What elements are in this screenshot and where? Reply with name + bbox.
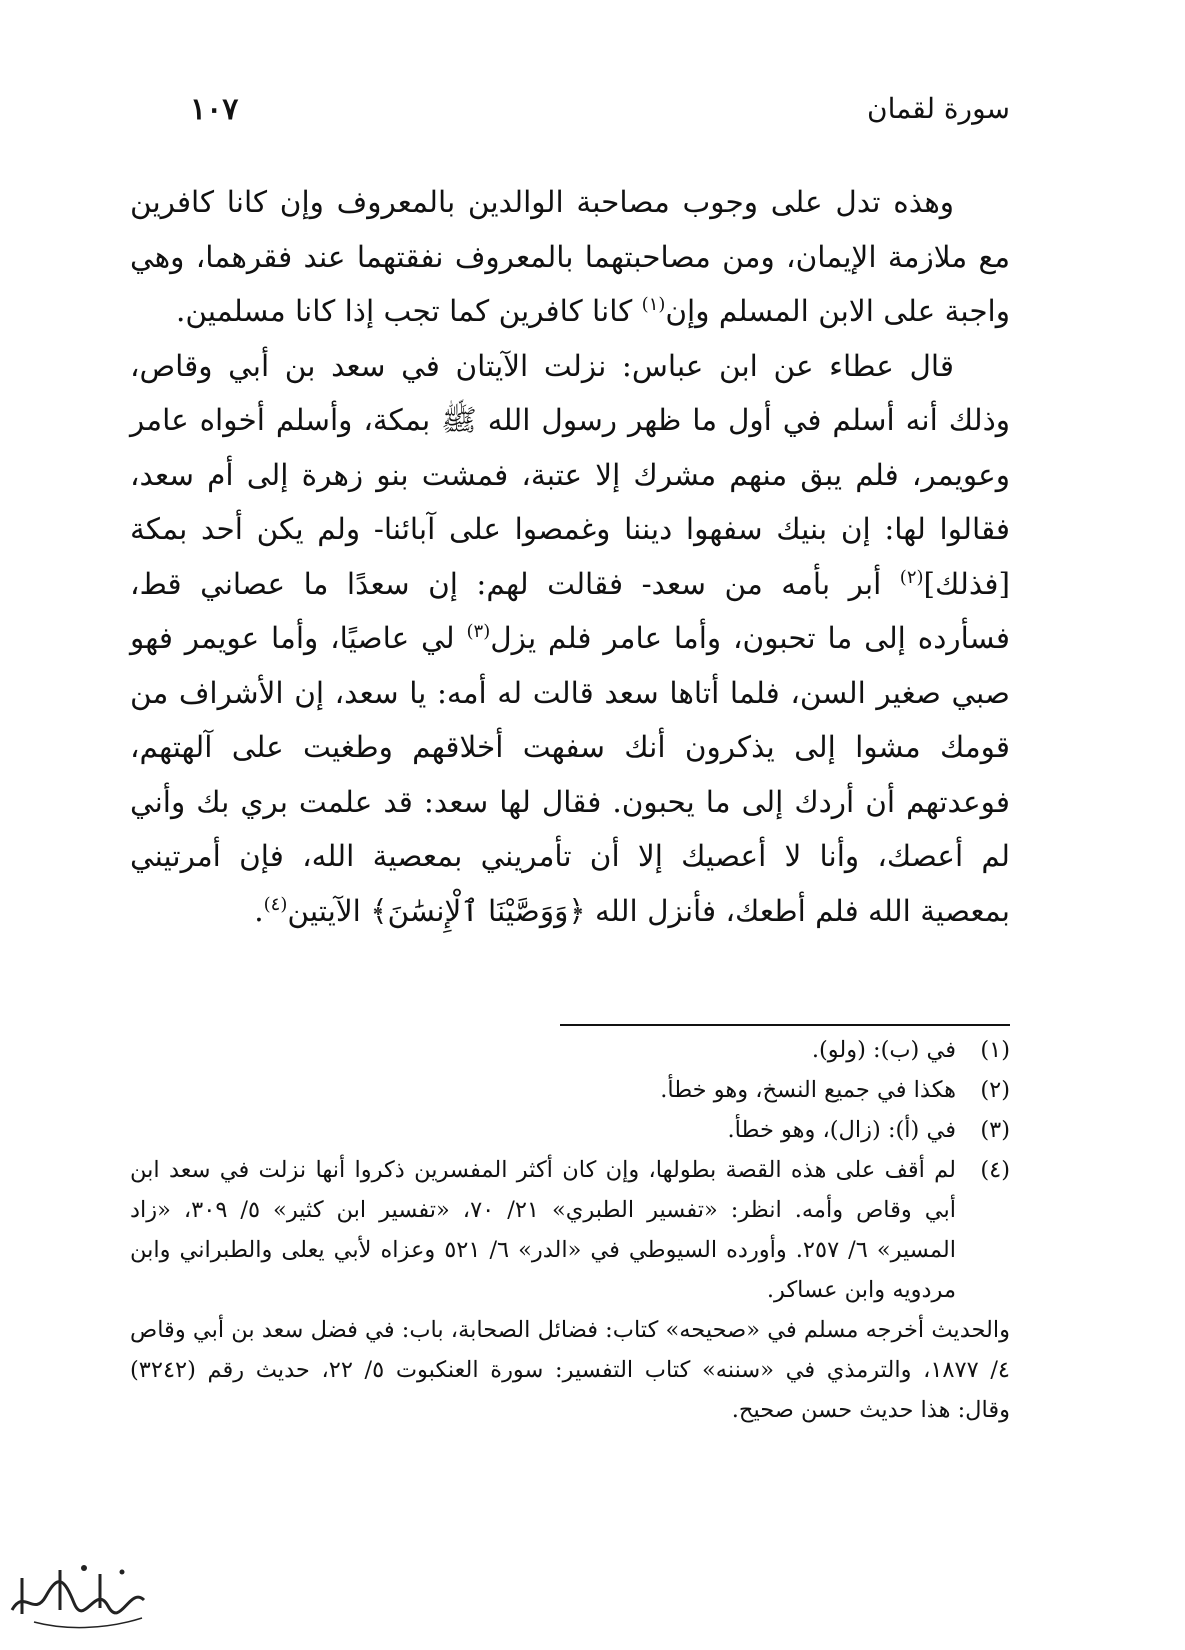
footnote-ref-2: (٢) bbox=[899, 566, 924, 588]
footnote-text: في (أ): (زال)، وهو خطأ. bbox=[727, 1117, 956, 1143]
page-header bbox=[190, 92, 1010, 136]
paragraph-2-end: . bbox=[254, 893, 264, 928]
footnote-continuation: والحديث أخرجه مسلم في «صحيحه» كتاب: فضائل الصحابة، باب: في فضل سعد بن أبي وقاص ٤/ ١٨٧٧، والترمذي في «سننه» كتاب التفسير: سورة العنكبوت ٥/ ٢٢، حديث رقم (٣٢٤٢) وقال: هذا حديث حسن صحيح. bbox=[130, 1317, 1010, 1423]
library-stamp-logo bbox=[4, 1548, 154, 1638]
paragraph-2-text-a: قال عطاء عن ابن عباس: نزلت الآيتان في سعد بن أبي وقاص، وذلك أنه أسلم في أول ما ظهر رسول الله ﷺ بمكة، وأسلم أخواه عامر وعويمر، فلم يبق منهم مشرك إلا عتبة، فمشت بنو زهرة إلى أم سعد، فقالوا لها: إن بنيك سفهوا ديننا وغمصوا على آبائنا- ولم يكن أحد بمكة [فذلك] bbox=[130, 348, 1010, 601]
footnote-ref-3: (٣) bbox=[466, 621, 491, 643]
footnote-number: (١) bbox=[980, 1037, 1010, 1063]
calligraphy-stamp-icon bbox=[4, 1548, 154, 1638]
footnotes bbox=[130, 1030, 1010, 1430]
page-number: ١٠٧ bbox=[190, 92, 239, 127]
footnote-number: (٤) bbox=[980, 1157, 1010, 1183]
paragraph-1 bbox=[130, 175, 1010, 339]
footnote-text: هكذا في جميع النسخ، وهو خطأ. bbox=[660, 1077, 956, 1103]
footnote-number: (٣) bbox=[980, 1117, 1010, 1143]
footnote-item bbox=[130, 1070, 1010, 1110]
footnote-item bbox=[130, 1150, 1010, 1310]
footnote-item bbox=[130, 1030, 1010, 1070]
paragraph-2-text-c: لي عاصيًا، وأما عويمر فهو صبي صغير السن، فلما أتاها سعد قالت له أمه: يا سعد، إن الأشراف من قومك مشوا إلى يذكرون أنك سفهت أخلاقهم وطغيت على آلهتهم، فوعدتهم أن أردك إلى ما يحبون. فقال لها سعد: قد علمت بري بك وأني لم أعصك، وأنا لا أعصيك إلا أن تأمريني بمعصية الله، فإن أمرتيني بمعصية الله فلم أطعك، فأنزل الله ﴿وَوَصَّيْنَا ٱلْإِنسَٰنَ﴾ الآيتين bbox=[130, 621, 1010, 928]
paragraph-2-text-b: أبر بأمه من سعد- فقالت لهم: إن سعدًا ما عصاني قط، فسأرده إلى ما تحبون، وأما عامر فلم يزل bbox=[130, 566, 1010, 655]
main-text bbox=[130, 175, 1010, 938]
paragraph-1-text: وهذه تدل على وجوب مصاحبة الوالدين بالمعروف وإن كانا كافرين مع ملازمة الإيمان، ومن مصاحبتهما بالمعروف نفقتهما عند فقرهما، وهي واجبة على الابن المسلم وإن bbox=[130, 185, 1010, 328]
paragraph-1-end: كانا كافرين كما تجب إذا كانا مسلمين. bbox=[175, 294, 642, 328]
footnote-text: في (ب): (ولو). bbox=[811, 1037, 956, 1063]
footnote-number: (٢) bbox=[980, 1077, 1010, 1103]
paragraph-2 bbox=[130, 339, 1010, 939]
footnote-ref-4: (٤) bbox=[263, 893, 288, 915]
footnote-ref-1: (١) bbox=[641, 294, 666, 316]
footnote-text: لم أقف على هذه القصة بطولها، وإن كان أكثر المفسرين ذكروا أنها نزلت في سعد ابن أبي وقاص وأمه. انظر: «تفسير الطبري» ٢١/ ٧٠، «تفسير ابن كثير» ٥/ ٣٠٩، «زاد المسير» ٦/ ٢٥٧. وأورده السيوطي في «الدر» ٦/ ٥٢١ وعزاه لأبي يعلى والطبراني وابن مردويه وابن عساكر. bbox=[130, 1157, 956, 1303]
footnote-separator bbox=[560, 1024, 1010, 1026]
surah-title: سورة لقمان bbox=[867, 92, 1010, 125]
footnote-item bbox=[130, 1110, 1010, 1150]
